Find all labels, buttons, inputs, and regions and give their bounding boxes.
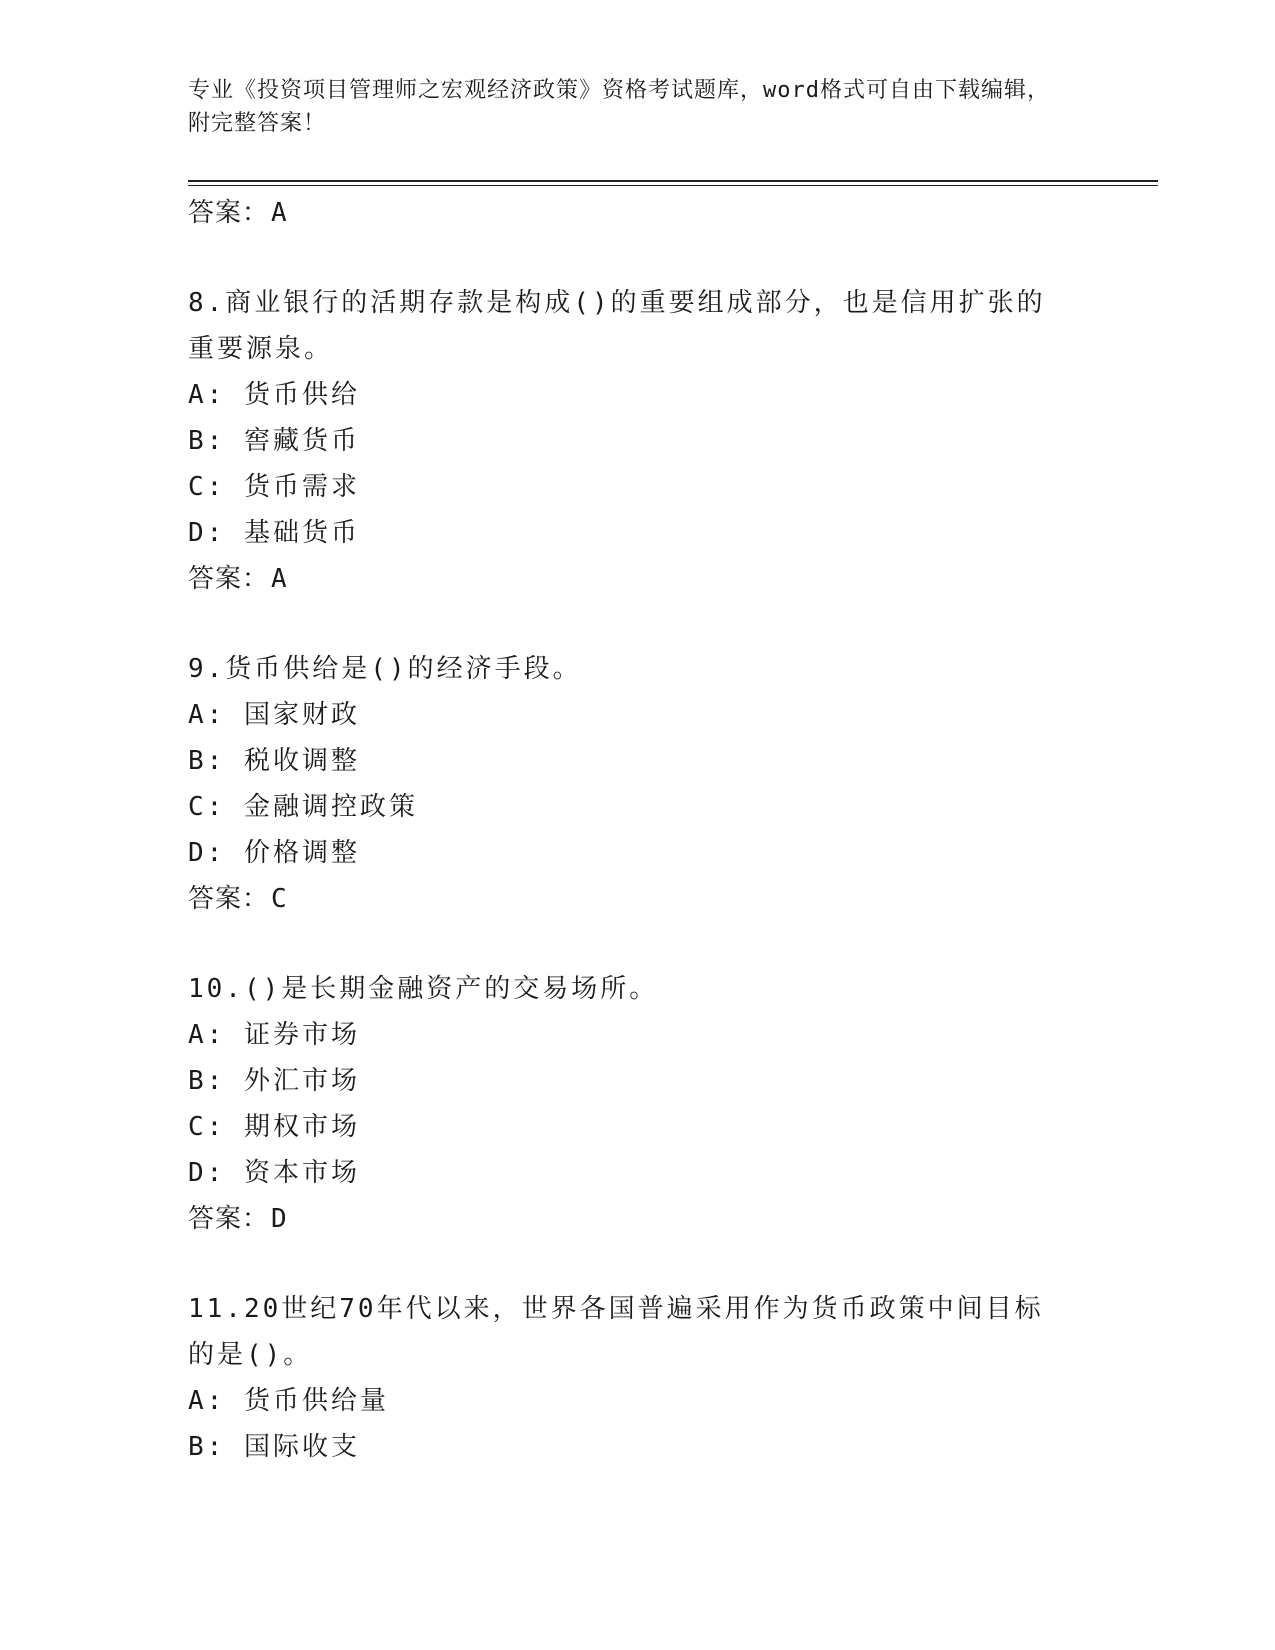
- option-c: C: 金融调控政策: [188, 792, 418, 822]
- answer-line: 答案：D: [188, 1204, 288, 1234]
- header-divider-thick: [188, 180, 1158, 182]
- option-c: C: 货币需求: [188, 472, 360, 502]
- question-stem: 9.货币供给是()的经济手段。: [188, 654, 582, 684]
- question-stem: 8.商业银行的活期存款是构成()的重要组成部分，也是信用扩张的重要源泉。: [188, 288, 1046, 364]
- header-divider-thin: [188, 185, 1158, 186]
- option-b: B: 税收调整: [188, 746, 360, 776]
- option-c: C: 期权市场: [188, 1112, 360, 1142]
- question-block: [188, 966, 1088, 1242]
- option-a: A: 国家财政: [188, 700, 360, 730]
- option-a: A: 货币供给量: [188, 1386, 389, 1416]
- question-block: [188, 280, 1088, 602]
- option-d: D: 资本市场: [188, 1158, 360, 1188]
- option-a: A: 证券市场: [188, 1020, 360, 1050]
- option-b: B: 外汇市场: [188, 1066, 360, 1096]
- question-block: [188, 646, 1088, 922]
- option-d: D: 价格调整: [188, 838, 360, 868]
- question-block: [188, 1286, 1088, 1470]
- option-b: B: 窖藏货币: [188, 426, 360, 456]
- option-b: B: 国际收支: [188, 1432, 360, 1462]
- option-d: D: 基础货币: [188, 518, 360, 548]
- option-a: A: 货币供给: [188, 380, 360, 410]
- question-stem: 11.20世纪70年代以来，世界各国普遍采用作为货币政策中间目标的是()。: [188, 1294, 1044, 1370]
- question-stem: 10.()是长期金融资产的交易场所。: [188, 974, 659, 1004]
- document-header: 专业《投资项目管理师之宏观经济政策》资格考试题库，word格式可自由下载编辑，附完整答案！: [188, 78, 1050, 136]
- answer-line: 答案：A: [188, 564, 288, 594]
- answer-line: 答案：C: [188, 884, 288, 914]
- question-list: [188, 190, 1088, 1470]
- answer-line: 答案：A: [188, 198, 288, 228]
